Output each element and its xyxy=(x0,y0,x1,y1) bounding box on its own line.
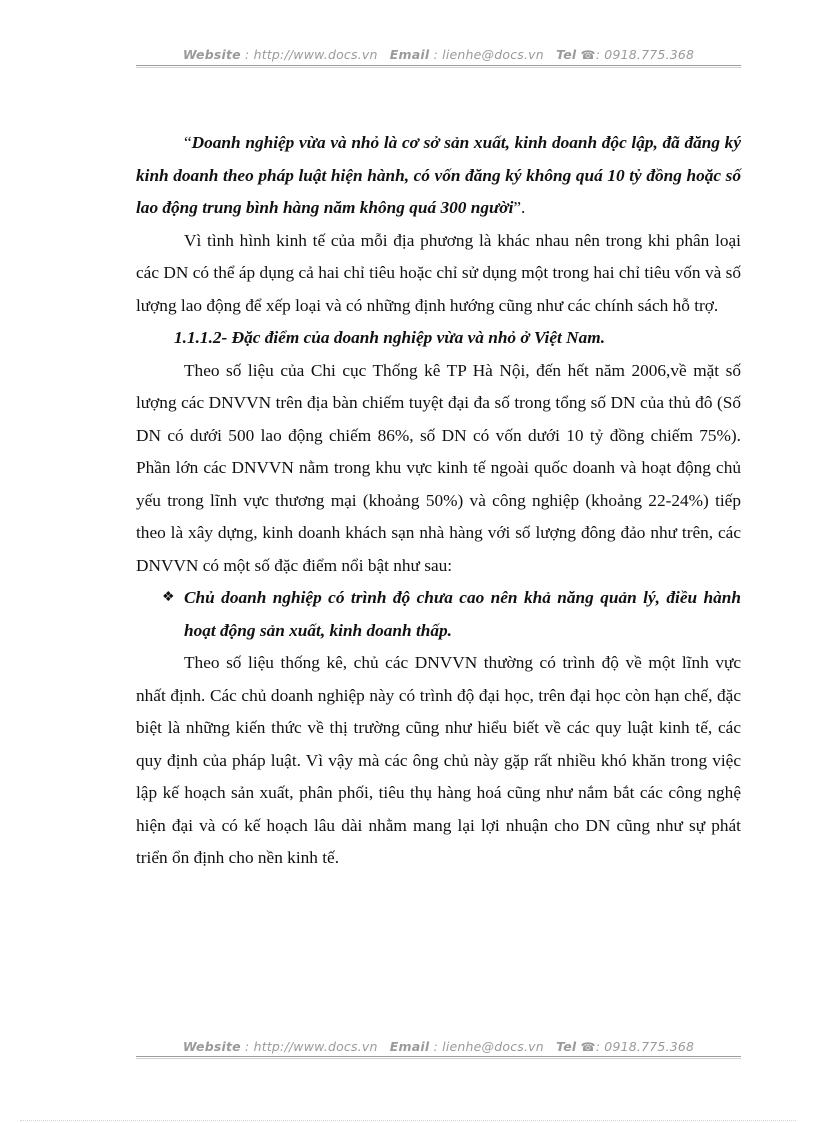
paragraph-1: Vì tình hình kinh tế của mỗi địa phương là khác nhau nên trong khi phân loại các DN có thể áp dụng cả hai chỉ tiêu hoặc chỉ sử dụng một trong hai chỉ tiêu vốn và số lượng lao động để xếp loại và có những định hướng cũng như các chính sách hỗ trợ. xyxy=(136,230,741,315)
footer-email-label: Email xyxy=(389,1039,430,1054)
footer-website-label: Website xyxy=(182,1039,241,1054)
header-tel-label: Tel xyxy=(556,47,577,62)
page-footer xyxy=(136,1039,741,1054)
bullet-item xyxy=(136,582,741,647)
footer-tel-value: : 0918.775.368 xyxy=(595,1039,695,1054)
header-website-value[interactable]: : http://www.docs.vn xyxy=(245,47,378,62)
quote-open: “ xyxy=(184,133,192,152)
page-edge xyxy=(20,1120,796,1121)
quote-text: Doanh nghiệp vừa và nhỏ là cơ sở sản xuất, kinh doanh độc lập, đã đăng ký kinh doanh theo pháp luật hiện hành, có vốn đăng ký không quá 10 tỷ đồng hoặc số lao động trung bình hàng năm không quá 300 người xyxy=(136,133,741,217)
header-website-label: Website xyxy=(182,47,241,62)
paragraph-2: Theo số liệu của Chi cục Thống kê TP Hà Nội, đến hết năm 2006,về mặt số lượng các DNVVN trên địa bàn chiếm tuyệt đại đa số trong tổng số DN của thủ đô (Số DN có dưới 500 lao động chiếm 86%, số DN có vốn dưới 10 tỷ đồng chiếm 75%). Phần lớn các DNVVN nằm trong khu vực kinh tế ngoài quốc doanh và hoạt động chủ yếu trong lĩnh vực thương mại (khoảng 50%) và công nghiệp (khoảng 22-24%) tiếp theo là xây dựng, kinh doanh khách sạn nhà hàng với số lượng đông đảo như trên, các DNVVN có một số đặc điểm nổi bật như sau: xyxy=(136,360,741,575)
footer-email-value[interactable]: : lienhe@docs.vn xyxy=(433,1039,544,1054)
paragraph-3: Theo số liệu thống kê, chủ các DNVVN thường có trình độ về một lĩnh vực nhất định. Các chủ doanh nghiệp này có trình độ đại học, trên đại học còn hạn chế, đặc biệt là những kiến thức về thị trường cũng như hiểu biết về các quy luật kinh tế, các quy định của pháp luật. Vì vậy mà các ông chủ này gặp rất nhiều khó khăn trong việc lập kế hoạch sản xuất, phân phối, tiêu thụ hàng hoá cũng như nắm bắt các công nghệ hiện đại và có kế hoạch lâu dài nhằm mang lại lợi nhuận cho DN cũng như sự phát triển ổn định cho nền kinh tế. xyxy=(136,653,741,867)
diamond-bullet-icon: ❖ xyxy=(162,590,175,605)
page-header xyxy=(136,47,741,62)
header-email-value[interactable]: : lienhe@docs.vn xyxy=(433,47,544,62)
footer-tel-label: Tel xyxy=(556,1039,577,1054)
quote-close: ”. xyxy=(513,198,526,217)
section-heading: 1.1.1.2- Đặc điểm của doanh nghiệp vừa và nhỏ ở Việt Nam. xyxy=(174,328,606,347)
footer-rule xyxy=(136,1056,741,1059)
bullet-text: Chủ doanh nghiệp có trình độ chưa cao nên khả năng quản lý, điều hành hoạt động sản xuất, kinh doanh thấp. xyxy=(184,588,741,640)
phone-icon: ☎ xyxy=(580,48,596,62)
phone-icon: ☎ xyxy=(580,1040,596,1054)
header-rule xyxy=(136,65,741,68)
header-email-label: Email xyxy=(389,47,430,62)
footer-website-value[interactable]: : http://www.docs.vn xyxy=(245,1039,378,1054)
definition-quote xyxy=(136,127,741,225)
document-body xyxy=(136,127,741,875)
header-tel-value: : 0918.775.368 xyxy=(595,47,695,62)
